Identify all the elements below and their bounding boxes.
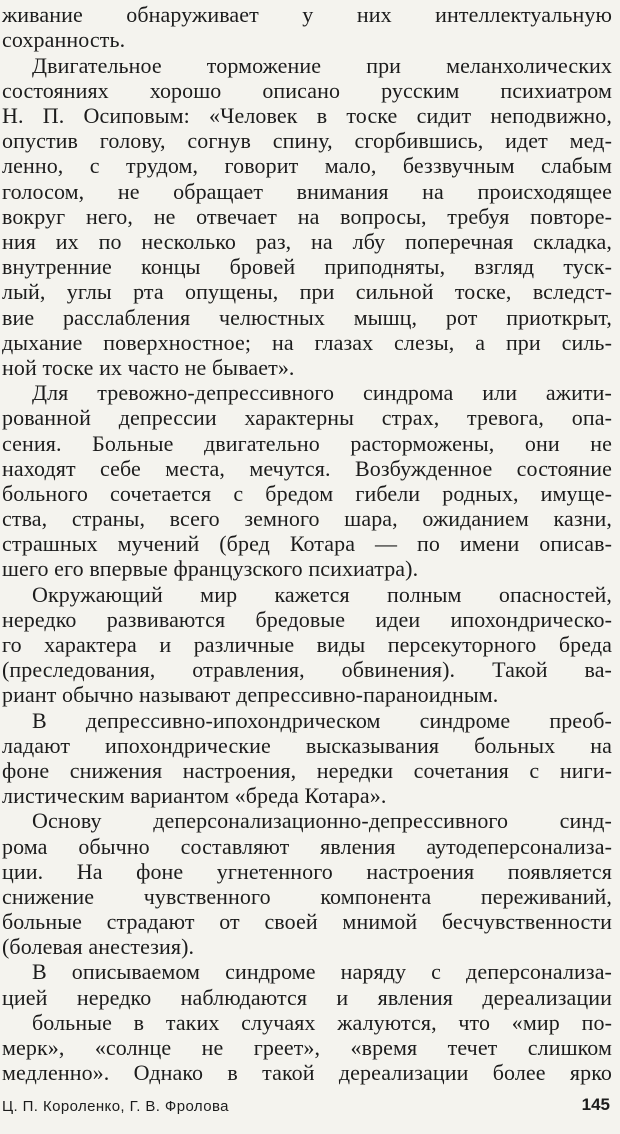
- text-line: сения. Больные двигательно расторможены, они не: [2, 431, 612, 456]
- text-line: ладают ипохондрические высказывания больных на: [2, 733, 612, 758]
- text-line: опустив голову, согнув спину, сгорбившись, идет мед-: [2, 128, 612, 153]
- text-line: листическим вариантом «бреда Котара».: [2, 783, 387, 808]
- paragraph-first-line: В депрессивно-ипохондрическом синдроме преоб-: [32, 708, 612, 733]
- text-line: сохранность.: [2, 27, 126, 52]
- text-line: шего его впервые французского психиатра).: [2, 556, 419, 581]
- text-line: вокруг него, не отвечает на вопросы, требуя повторе-: [2, 204, 612, 229]
- text-line: живание обнаруживает у них интеллектуальную: [2, 2, 612, 27]
- text-line: рома обычно составляют явления аутодеперсонализа-: [2, 834, 612, 859]
- paragraph-first-line: Окружающий мир кажется полным опасностей,: [32, 582, 612, 607]
- paragraph-first-line: Основу деперсонализационно-депрессивного синд-: [32, 808, 612, 833]
- text-line: Н. П. Осиповым: «Человек в тоске сидит неподвижно,: [2, 103, 612, 128]
- text-line: лый, углы рта опущены, при сильной тоске, вследст-: [2, 279, 612, 304]
- text-line: (преследования, отравления, обвинения). Такой ва-: [2, 657, 612, 682]
- text-line: находят себе места, мечутся. Возбужденное состояние: [2, 456, 612, 481]
- text-line: ния их по несколько раз, на лбу поперечная складка,: [2, 229, 612, 254]
- text-line: мерк», «солнце не греет», «время течет слишком: [2, 1035, 612, 1060]
- paragraph-first-line: Для тревожно-депрессивного синдрома или ажити-: [32, 380, 612, 405]
- text-line: нередко развиваются бредовые идеи ипохондрическо-: [2, 607, 612, 632]
- text-line: (болевая анестезия).: [2, 934, 195, 959]
- text-line: вие расслабления челюстных мышц, рот приоткрыт,: [2, 305, 612, 330]
- text-line: ной тоске их часто не бывает».: [2, 355, 295, 380]
- paragraph-first-line: Двигательное торможение при меланхолических: [32, 53, 612, 78]
- footer-authors: Ц. П. Короленко, Г. В. Фролова: [2, 1098, 229, 1115]
- text-line: снижение чувственного компонента переживаний,: [2, 884, 612, 909]
- text-line: го характера и различные виды персекуторного бреда: [2, 632, 612, 657]
- text-line: цией нередко наблюдаются и явления дереализации: [2, 985, 612, 1010]
- text-line: ленно, с трудом, говорит мало, беззвучным слабым: [2, 153, 612, 178]
- text-line: ства, страны, всего земного шара, ожиданием казни,: [2, 506, 612, 531]
- text-line: голосом, не обращает внимания на происходящее: [2, 179, 612, 204]
- text-line: риант обычно называют депрессивно-параноидным.: [2, 682, 499, 707]
- text-line: рованной депрессии характерны страх, тревога, опа-: [2, 405, 612, 430]
- text-line: фоне снижения настроения, нередки сочетания с ниги-: [2, 758, 612, 783]
- text-line: ции. На фоне угнетенного настроения появляется: [2, 859, 612, 884]
- text-line: больные страдают от своей мнимой бесчувственности: [2, 909, 612, 934]
- text-line: медленно». Однако в такой дереализации более ярко: [2, 1060, 612, 1085]
- text-line: страшных мучений (бред Котара — по имени описав-: [2, 531, 612, 556]
- text-line: больные в таких случаях жалуются, что «мир по-: [32, 1010, 612, 1035]
- text-line: внутренние концы бровей приподняты, взгляд туск-: [2, 254, 612, 279]
- text-line: состояниях хорошо описано русским психиатром: [2, 78, 612, 103]
- page-number: 145: [581, 1095, 610, 1114]
- paragraph-first-line: В описываемом синдроме наряду с деперсонализа-: [32, 959, 612, 984]
- text-line: дыхание поверхностное; на глазах слезы, а при силь-: [2, 330, 612, 355]
- text-line: больного сочетается с бредом гибели родных, имуще-: [2, 481, 612, 506]
